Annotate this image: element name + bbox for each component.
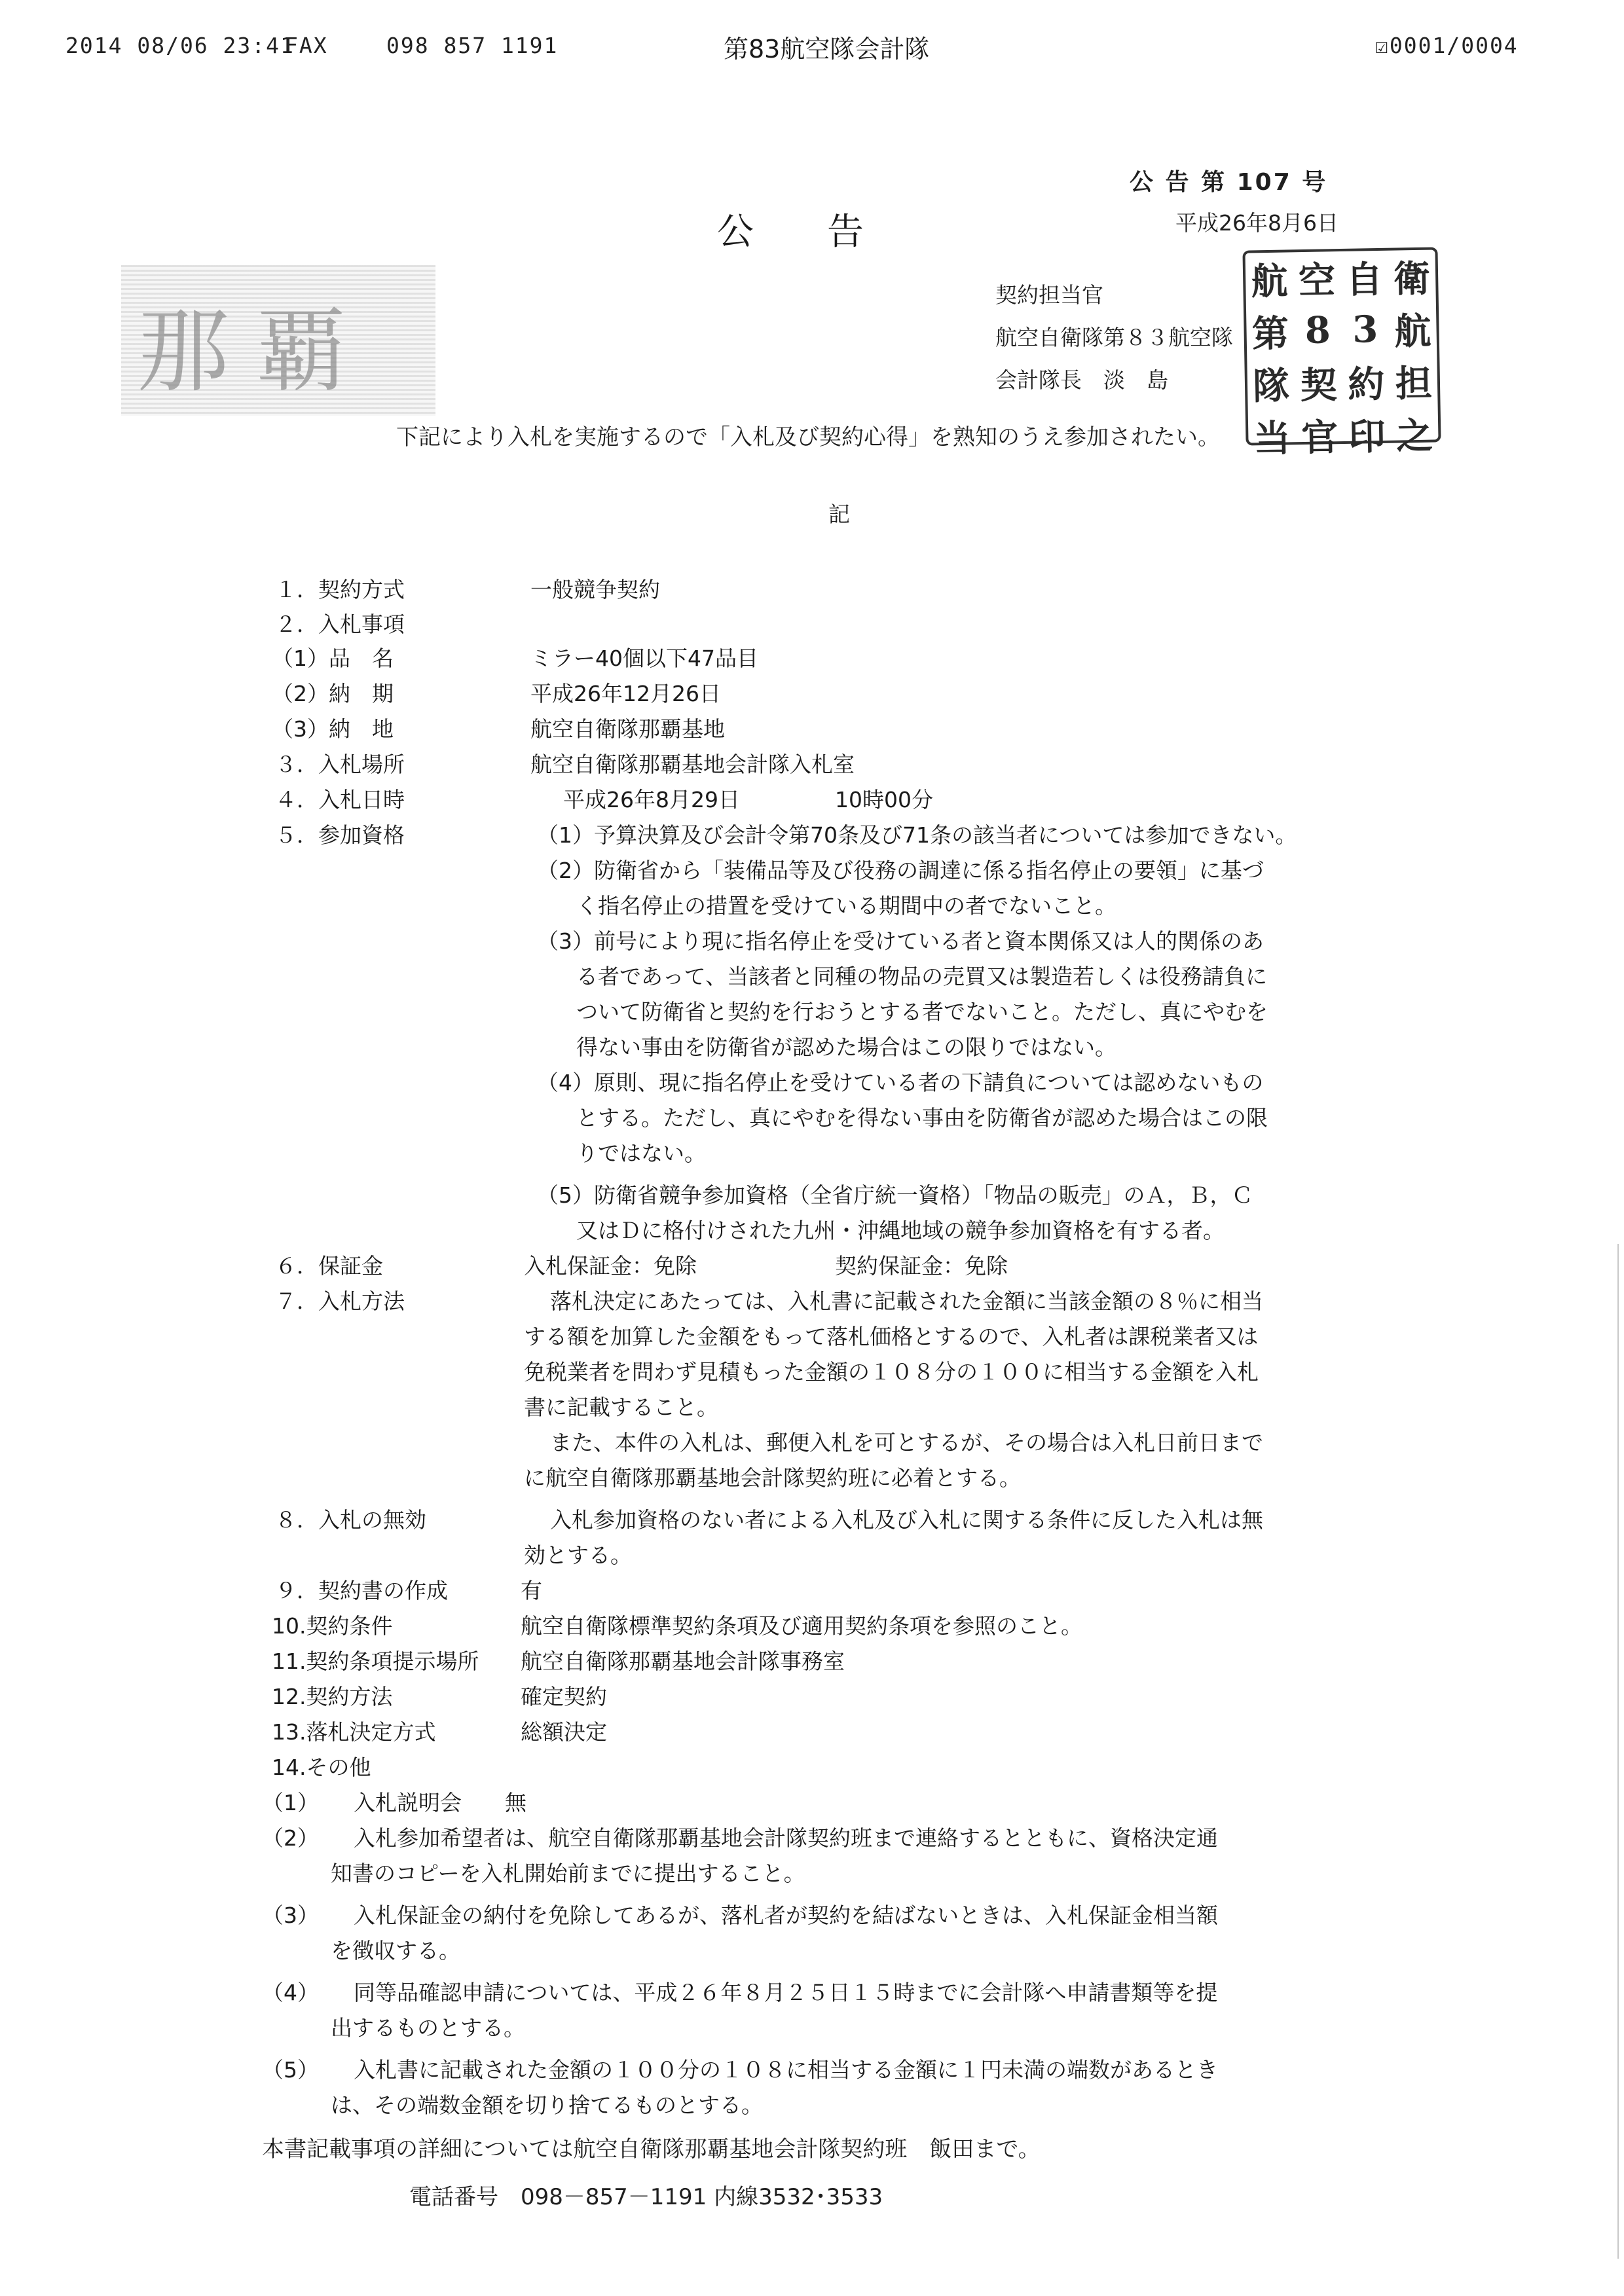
- item-14-3-line: 入札保証金の納付を免除してあるが、落札者が契約を結ばないときは、入札保証金相当額: [354, 1903, 1218, 1928]
- item-9-value: 有: [521, 1578, 542, 1603]
- official-seal: [1242, 247, 1441, 461]
- item-7-line: また、本件の入札は、郵便入札を可とするが、その場合は入札日前日まで: [550, 1430, 1263, 1455]
- item-14-5-line: 入札書に記載された金額の１００分の１０８に相当する金額に１円未満の端数があるとき: [354, 2057, 1218, 2083]
- item-5-line: 又はＤに格付けされた九州・沖縄地域の競争参加資格を有する者。: [576, 1218, 1225, 1243]
- item-4-label: ４．入札日時: [275, 787, 405, 812]
- footer-phone: 電話番号 098－857－1191 内線3532･3533: [409, 2184, 883, 2210]
- item-2-3-label: （3）納 地: [272, 716, 394, 742]
- item-10-value: 航空自衛隊標準契約条項及び適用契約条項を参照のこと。: [521, 1613, 1082, 1639]
- item-2-1-value: ミラー40個以下47品目: [530, 646, 758, 671]
- item-5-line: る者であって、当該者と同種の物品の売買又は製造若しくは役務請負に: [576, 964, 1268, 989]
- item-2-2-value: 平成26年12月26日: [530, 681, 721, 706]
- item-14-1-text: 入札説明会 無: [354, 1790, 526, 1815]
- item-2-3-value: 航空自衛隊那覇基地: [530, 716, 725, 742]
- item-5-line: りではない。: [576, 1140, 706, 1166]
- item-12-label: 12.契約方法: [272, 1684, 393, 1709]
- item-8-label: ８．入札の無効: [275, 1507, 426, 1533]
- item-14-1-label: （1）: [262, 1790, 319, 1815]
- item-11-label: 11.契約条項提示場所: [272, 1649, 479, 1674]
- item-14-2-label: （2）: [262, 1825, 319, 1851]
- ki-heading: 記: [828, 501, 850, 527]
- seal-glyph: 空: [1298, 259, 1336, 303]
- item-4-date: 平成26年8月29日: [563, 787, 740, 812]
- item-14-4-line: 出するものとする。: [331, 2015, 525, 2041]
- item-5-label: ５．参加資格: [275, 822, 405, 848]
- seal-glyph: 官: [1301, 416, 1338, 460]
- seal-glyph: 3: [1352, 308, 1378, 352]
- item-12-value: 確定契約: [521, 1684, 607, 1709]
- seal-glyph: 印: [1348, 414, 1386, 459]
- notice-title: 公 告: [717, 211, 864, 253]
- item-13-label: 13.落札決定方式: [272, 1719, 436, 1745]
- seal-glyph: 隊: [1252, 364, 1290, 409]
- seal-glyph: 航: [1250, 259, 1289, 304]
- item-8-line: 入札参加資格のない者による入札及び入札に関する条件に反した入札は無: [550, 1507, 1263, 1533]
- issuer-name: 会計隊長 淡 島: [995, 367, 1168, 393]
- item-8-line: 効とする。: [524, 1542, 632, 1568]
- seal-glyph: 衛: [1393, 257, 1431, 301]
- item-14-4-label: （4）: [262, 1980, 319, 2005]
- seal-glyph: 担: [1395, 361, 1433, 406]
- item-5-line: （2）防衛省から「装備品等及び役務の調達に係る指名停止の要領」に基づ: [537, 858, 1264, 883]
- item-5-line: （5）防衛省競争参加資格（全省庁統一資格）「物品の販売」のＡ，Ｂ，Ｃ: [537, 1182, 1253, 1208]
- notice-number: 公 告 第 107 号: [1130, 169, 1328, 196]
- item-6-value-1: 入札保証金：免除: [524, 1253, 697, 1279]
- item-2-1-label: （1）品 名: [272, 646, 394, 671]
- item-5-line: 得ない事由を防衛省が認めた場合はこの限りではない。: [576, 1034, 1116, 1060]
- item-7-line: に航空自衛隊那覇基地会計隊契約班に必着とする。: [524, 1465, 1021, 1491]
- item-7-line: 免税業者を問わず見積もった金額の１０８分の１００に相当する金額を入札: [524, 1359, 1259, 1385]
- item-1-value: 一般競争契約: [530, 577, 660, 602]
- seal-glyph: 自: [1345, 257, 1384, 302]
- item-6-value-2: 契約保証金：免除: [835, 1253, 1008, 1279]
- item-11-value: 航空自衛隊那覇基地会計隊事務室: [521, 1649, 845, 1674]
- item-14-label: 14.その他: [272, 1755, 371, 1780]
- issuer-org: 航空自衛隊第８３航空隊: [995, 325, 1233, 350]
- fax-page: ☑0001/0004: [1375, 33, 1519, 58]
- item-7-label: ７．入札方法: [275, 1288, 405, 1314]
- seal-glyph: 8: [1304, 308, 1331, 352]
- item-14-2-line: 入札参加希望者は、航空自衛隊那覇基地会計隊契約班まで連絡するとともに、資格決定通: [354, 1825, 1218, 1851]
- item-14-3-label: （3）: [262, 1903, 319, 1928]
- fax-datetime: 2014 08/06 23:41: [65, 33, 295, 58]
- seal-glyph: 之: [1395, 414, 1433, 458]
- seal-glyph: 航: [1393, 309, 1431, 354]
- item-14-3-line: を徴収する。: [331, 1938, 460, 1963]
- item-5-line: （3）前号により現に指名停止を受けている者と資本関係又は人的関係のあ: [537, 928, 1264, 954]
- item-10-label: 10.契約条件: [272, 1613, 393, 1639]
- item-5-line: （1）予算決算及び会計令第70条及び71条の該当者については参加できない。: [537, 822, 1297, 848]
- item-14-2-line: 知書のコピーを入札開始前までに提出すること。: [331, 1861, 805, 1886]
- item-5-line: く指名停止の措置を受けている期間中の者でないこと。: [576, 893, 1116, 919]
- seal-glyph: 第: [1251, 312, 1289, 356]
- item-2-label: ２．入札事項: [275, 611, 405, 637]
- seal-glyph: 当: [1253, 416, 1291, 461]
- fax-number: 098 857 1191: [386, 33, 559, 58]
- item-3-label: ３．入札場所: [275, 752, 405, 777]
- item-2-2-label: （2）納 期: [272, 681, 394, 706]
- item-4-time: 10時00分: [835, 787, 933, 812]
- item-14-5-line: は、その端数金額を切り捨てるものとする。: [331, 2092, 763, 2118]
- item-5-line: （4）原則、現に指名停止を受けている者の下請負については認めないもの: [537, 1070, 1264, 1095]
- item-7-line: 書に記載すること。: [524, 1394, 718, 1420]
- item-3-value: 航空自衛隊那覇基地会計隊入札室: [530, 752, 855, 777]
- notice-date: 平成26年8月6日: [1175, 210, 1338, 236]
- item-1-label: １．契約方式: [275, 577, 405, 602]
- item-5-line: ついて防衛省と契約を行おうとする者でないこと。ただし、真にやむを: [576, 999, 1268, 1025]
- item-9-label: ９．契約書の作成: [275, 1578, 448, 1603]
- item-6-label: ６．保証金: [275, 1253, 383, 1279]
- seal-glyph: 契: [1300, 363, 1338, 408]
- item-13-value: 総額決定: [521, 1719, 607, 1745]
- item-14-5-label: （5）: [262, 2057, 319, 2083]
- scan-edge-line: [1617, 1244, 1619, 2259]
- item-7-line: する額を加算した金額をもって落札価格とするので、入札者は課税業者又は: [524, 1324, 1259, 1349]
- fax-label: FAX: [285, 33, 328, 58]
- left-stamp-text: 那覇: [138, 299, 374, 405]
- footer-contact: 本書記載事項の詳細については航空自衛隊那覇基地会計隊契約班 飯田まで。: [262, 2136, 1041, 2162]
- item-5-line: とする。ただし、真にやむを得ない事由を防衛省が認めた場合はこの限: [576, 1105, 1268, 1131]
- item-14-4-line: 同等品確認申請については、平成２６年８月２５日１５時までに会計隊へ申請書類等を提: [354, 1980, 1218, 2005]
- fax-sender: 第83航空隊会計隊: [724, 35, 930, 64]
- issuer-role: 契約担当官: [995, 282, 1103, 308]
- seal-glyph: 約: [1347, 362, 1385, 407]
- intro-text: 下記により入札を実施するので「入札及び契約心得」を熟知のうえ参加されたい。: [396, 424, 1220, 450]
- item-7-line: 落札決定にあたっては、入札書に記載された金額に当該金額の８％に相当: [550, 1288, 1263, 1314]
